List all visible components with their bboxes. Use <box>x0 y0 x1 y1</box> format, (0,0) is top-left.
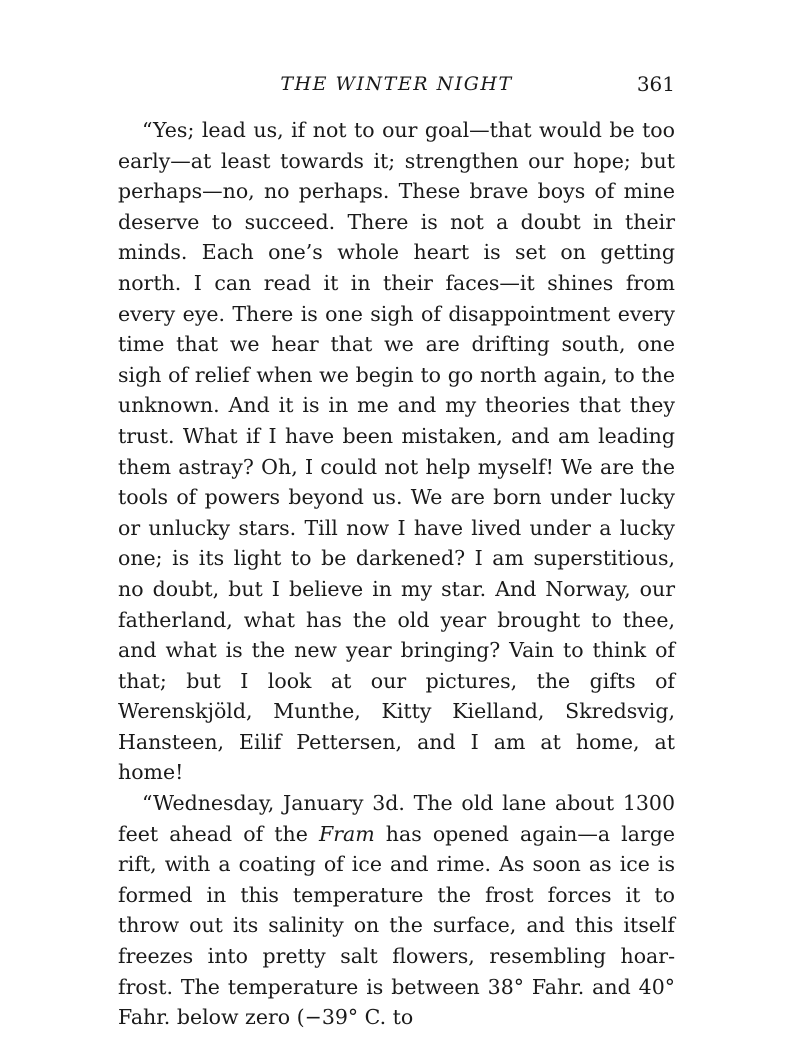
paragraph-text-before: “Wednesday, January 3d. The old lane about 1300 feet ahead of the <box>118 791 675 846</box>
body-text <box>118 115 675 1033</box>
running-head <box>118 68 675 100</box>
page-number: 361 <box>636 72 675 96</box>
paragraph-january-3 <box>118 788 675 1033</box>
paragraph-text-after: has opened again—a large rift, with a coating of ice and rime. As soon as ice is formed in this temperature the frost forces it to throw out its salinity on the surface, and this itself freezes into pretty salt flowers, resembling hoar-frost. The temperature is between 38° Fahr. and 40° Fahr. below zero (−39° C. to <box>118 821 675 1030</box>
running-title: THE WINTER NIGHT <box>280 73 513 95</box>
ship-name: Fram <box>318 821 375 846</box>
paragraph-diary-reflection: “Yes; lead us, if not to our goal—that would be too early—at least towards it; strengthen our hope; but perhaps—no, no perhaps. These brave boys of mine deserve to succeed. There is not a doubt in their minds. Each one’s whole heart is set on getting north. I can read it in their faces—it shines from every eye. There is one sigh of disappointment every time that we hear that we are drifting south, one sigh of relief when we begin to go north again, to the unknown. And it is in me and my theories that they trust. What if I have been mistaken, and am leading them astray? Oh, I could not help myself! We are the tools of powers beyond us. We are born under lucky or unlucky stars. Till now I have lived under a lucky one; is its light to be darkened? I am superstitious, no doubt, but I believe in my star. And Norway, our fatherland, what has the old year brought to thee, and what is the new year bringing? Vain to think of that; but I look at our pictures, the gifts of Werenskjöld, Munthe, Kitty Kielland, Skredsvig, Hansteen, Eilif Pettersen, and I am at home, at home! <box>118 118 675 785</box>
